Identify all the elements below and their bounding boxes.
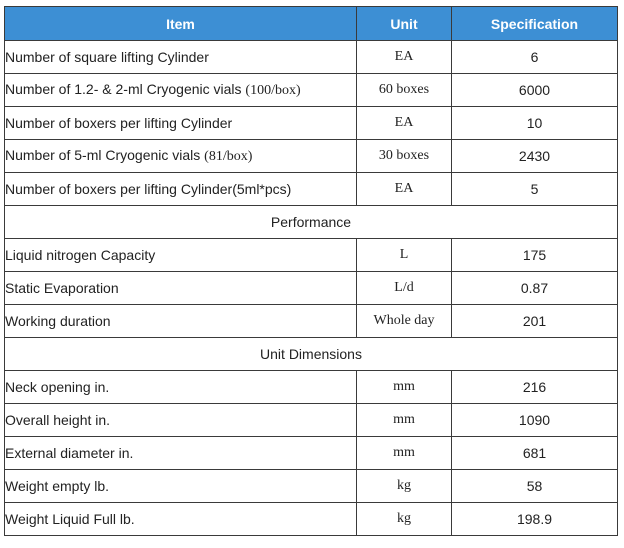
spec-cell: 175 <box>452 239 618 272</box>
specification-table <box>4 6 618 536</box>
table-row <box>5 74 618 107</box>
unit-cell: mm <box>357 371 452 404</box>
header-row <box>5 7 618 41</box>
spec-cell: 58 <box>452 470 618 503</box>
unit-cell: Whole day <box>357 305 452 338</box>
item-cell: Number of square lifting Cylinder <box>5 41 357 74</box>
item-qualifier: (100/box) <box>245 83 301 98</box>
table-row <box>5 404 618 437</box>
item-cell <box>5 74 357 107</box>
spec-cell: 1090 <box>452 404 618 437</box>
item-cell: External diameter in. <box>5 437 357 470</box>
item-cell: Weight empty lb. <box>5 470 357 503</box>
unit-cell: mm <box>357 437 452 470</box>
unit-cell: L <box>357 239 452 272</box>
table-row <box>5 305 618 338</box>
spec-cell: 681 <box>452 437 618 470</box>
table-row <box>5 173 618 206</box>
item-cell: Liquid nitrogen Capacity <box>5 239 357 272</box>
unit-cell: EA <box>357 173 452 206</box>
unit-cell: EA <box>357 107 452 140</box>
item-cell: Static Evaporation <box>5 272 357 305</box>
table-row <box>5 107 618 140</box>
unit-cell: EA <box>357 41 452 74</box>
table-row <box>5 470 618 503</box>
table-row <box>5 239 618 272</box>
section-title-dimensions: Unit Dimensions <box>5 338 618 371</box>
spec-cell: 201 <box>452 305 618 338</box>
item-text: Number of 1.2- & 2-ml Cryogenic vials <box>5 81 246 97</box>
unit-cell: kg <box>357 503 452 536</box>
header-item: Item <box>5 7 357 41</box>
item-cell: Working duration <box>5 305 357 338</box>
unit-cell: L/d <box>357 272 452 305</box>
item-cell: Number of boxers per lifting Cylinder(5ml*pcs) <box>5 173 357 206</box>
unit-cell: 30 boxes <box>357 140 452 173</box>
section-title-performance: Performance <box>5 206 618 239</box>
spec-cell: 10 <box>452 107 618 140</box>
item-qualifier: (81/box) <box>204 149 253 164</box>
header-unit: Unit <box>357 7 452 41</box>
table-row <box>5 371 618 404</box>
spec-cell: 6000 <box>452 74 618 107</box>
item-cell: Neck opening in. <box>5 371 357 404</box>
spec-cell: 198.9 <box>452 503 618 536</box>
spec-cell: 216 <box>452 371 618 404</box>
header-specification: Specification <box>452 7 618 41</box>
item-cell <box>5 140 357 173</box>
spec-cell: 5 <box>452 173 618 206</box>
section-row-dimensions <box>5 338 618 371</box>
table-row <box>5 140 618 173</box>
item-cell: Weight Liquid Full lb. <box>5 503 357 536</box>
unit-cell: mm <box>357 404 452 437</box>
spec-cell: 6 <box>452 41 618 74</box>
table-row <box>5 272 618 305</box>
unit-cell: kg <box>357 470 452 503</box>
table-row <box>5 503 618 536</box>
spec-cell: 0.87 <box>452 272 618 305</box>
section-row-performance <box>5 206 618 239</box>
unit-cell: 60 boxes <box>357 74 452 107</box>
item-cell: Number of boxers per lifting Cylinder <box>5 107 357 140</box>
table-row <box>5 437 618 470</box>
item-text: Number of 5-ml Cryogenic vials <box>5 147 205 163</box>
item-cell: Overall height in. <box>5 404 357 437</box>
spec-cell: 2430 <box>452 140 618 173</box>
table-row <box>5 41 618 74</box>
